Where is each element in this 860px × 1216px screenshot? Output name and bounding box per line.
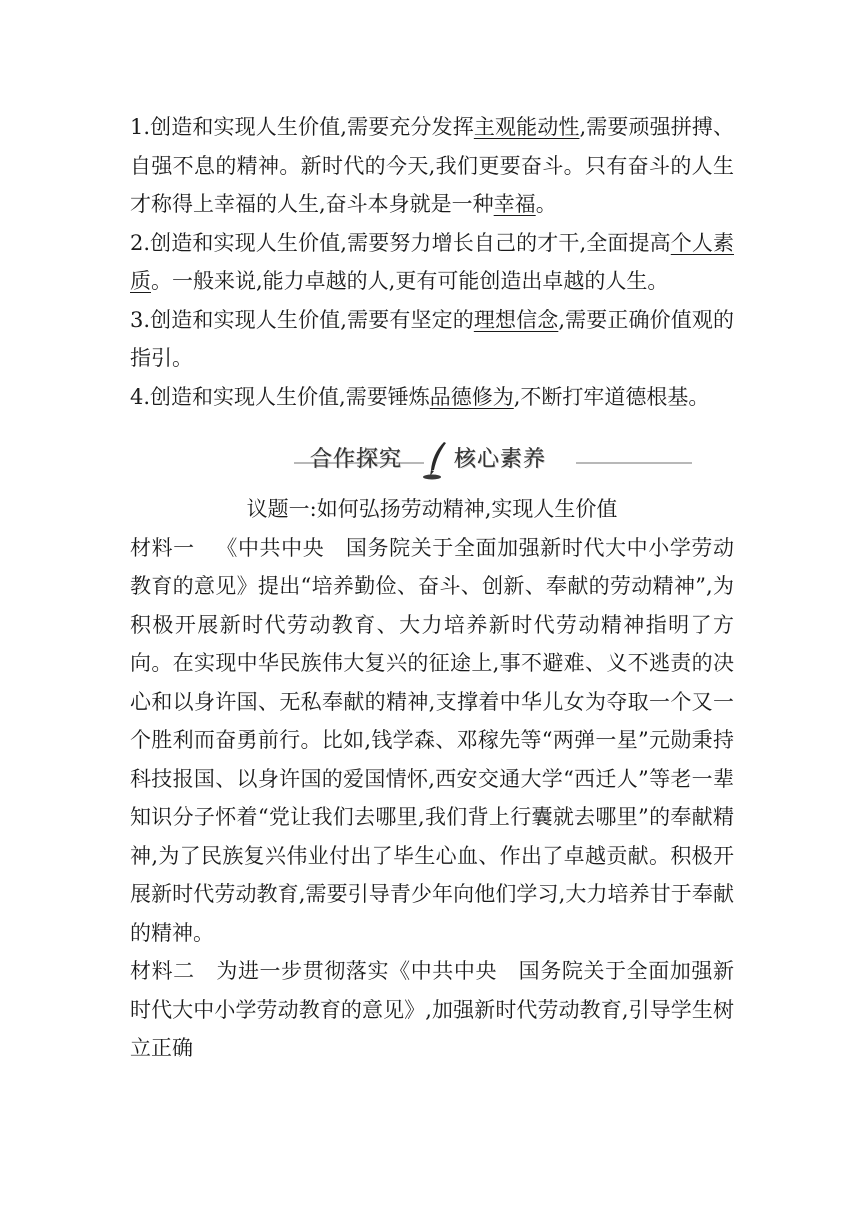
key-term-underlined: 幸福 (493, 192, 536, 216)
point-text: ,需要顽强拼搏、自强不息的精神。新时代的今天,我们更要奋斗。只有奋斗的人生才称得上幸福的人生,奋斗本身就是一种 (130, 115, 734, 216)
section-banner (130, 440, 734, 480)
material-text: 《中共中央 国务院关于全面加强新时代大中小学劳动教育的意见》提出“培养勤俭、奋斗、创新、奉献的劳动精神”,为积极开展新时代劳动教育、大力培养新时代劳动精神指明了方向。在实现中华民族伟大复兴的征途上,事不避难、义不逃责的决心和以身许国、无私奉献的精神,支撑着中华儿女为夺取一个又一个胜利而奋勇前行。比如,钱学森、邓稼先等“两弹一星”元勋秉持科技报国、以身许国的爱国情怀,西安交通大学“西迁人”等老一辈知识分子怀着“党让我们去哪里,我们背上行囊就去哪里”的奉献精神,为了民族复兴伟业付出了毕生心血、作出了卓越贡献。积极开展新时代劳动教育,需要引导青少年向他们学习,大力培养甘于奉献的精神。 (130, 535, 735, 945)
point-text: ,不断打牢道德根基。 (513, 384, 710, 409)
material-label: 材料一 (130, 535, 195, 560)
point-number: 4. (130, 384, 151, 409)
point-text: 。 (535, 192, 557, 216)
point-number: 1. (130, 115, 151, 139)
material-label: 材料二 (130, 959, 195, 983)
point-text: ,需要正确价值观的指引。 (130, 307, 734, 370)
document-page (130, 108, 734, 1068)
banner-title-right: 核心素养 (454, 447, 547, 472)
point-text: 创造和实现人生价值,需要有坚定的 (150, 307, 474, 332)
topic-title: 议题一:如何弘扬劳动精神,实现人生价值 (246, 497, 618, 521)
point-text: 创造和实现人生价值,需要充分发挥 (150, 115, 474, 139)
point-text: 创造和实现人生价值,需要努力增长自己的才干,全面提高 (150, 230, 671, 255)
summary-points (130, 108, 734, 416)
key-term-underlined: 个人素质 (130, 230, 734, 293)
material-text: 为进一步贯彻落实《中共中央 国务院关于全面加强新时代大中小学劳动教育的意见》,加强新时代劳动教育,引导学生树立正确 (130, 959, 735, 1060)
summary-point-2 (130, 224, 734, 301)
key-term-underlined: 理想信念 (473, 307, 559, 332)
point-text: 。一般来说,能力卓越的人,更有可能创造出卓越的人生。 (151, 269, 669, 293)
summary-point-3 (130, 301, 734, 378)
summary-point-4 (130, 378, 734, 417)
banner-title-left: 合作探究 (310, 447, 403, 472)
quill-pen-icon (422, 440, 452, 480)
material-2 (130, 952, 734, 1068)
key-term-underlined: 品德修为 (429, 384, 514, 409)
material-1 (130, 529, 734, 953)
banner-rule-right (576, 462, 692, 464)
summary-point-1 (130, 108, 734, 224)
point-text: 创造和实现人生价值,需要锤炼 (150, 384, 430, 409)
point-number: 2. (130, 230, 151, 255)
key-term-underlined: 主观能动性 (473, 115, 580, 139)
point-number: 3. (130, 307, 151, 332)
